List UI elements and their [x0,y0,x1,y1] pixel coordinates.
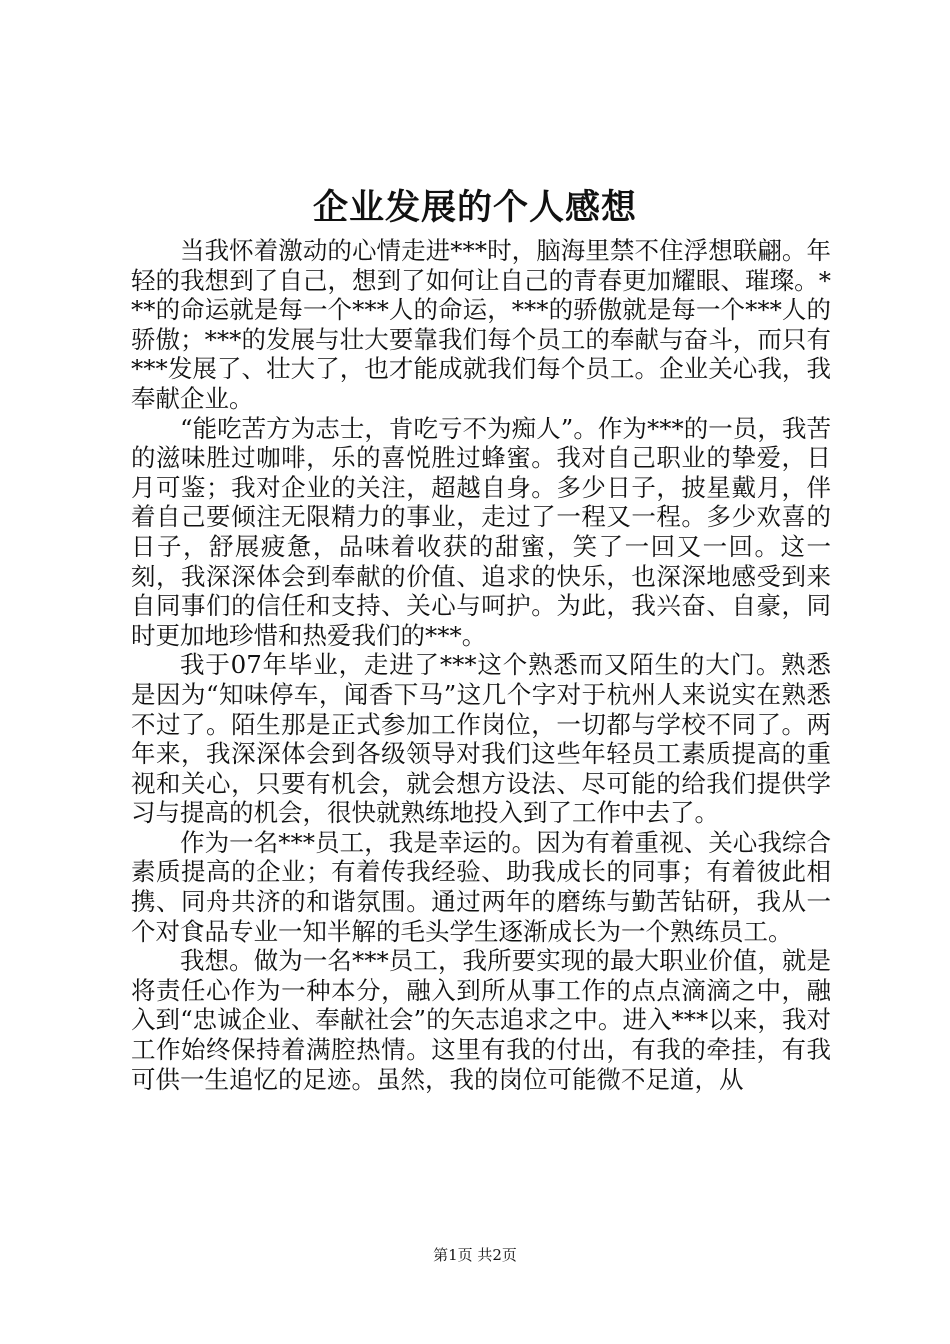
paragraph-1: 当我怀着激动的心情走进***时，脑海里禁不住浮想联翩。年轻的我想到了自己，想到了如何让自己的青春更加耀眼、璀璨。***的命运就是每一个***人的命运，***的骄傲就是每一个***人的骄傲；***的发展与壮大要靠我们每个员工的奉献与奋斗，而只有***发展了、壮大了，也才能成就我们每个员工。企业关心我，我奉献企业。 [131,236,831,413]
document-title: 企业发展的个人感想 [312,187,637,228]
paragraph-2: “能吃苦方为志士，肯吃亏不为痴人”。作为***的一员，我苦的滋味胜过咖啡，乐的喜悦胜过蜂蜜。我对自己职业的挚爱，日月可鉴；我对企业的关注，超越自身。多少日子，披星戴月，伴着自己要倾注无限精力的事业，走过了一程又一程。多少欢喜的日子，舒展疲惫，品味着收获的甜蜜，笑了一回又一回。这一刻，我深深体会到奉献的价值、追求的快乐，也深深地感受到来自同事们的信任和支持、关心与呵护。为此，我兴奋、自豪，同时更加地珍惜和热爱我们的***。 [131,413,831,650]
paragraph-5: 我想。做为一名***员工，我所要实现的最大职业价值，就是将责任心作为一种本分，融入到所从事工作的点点滴滴之中，融入到“忠诚企业、奉献社会”的矢志追求之中。进入***以来，我对工作始终保持着满腔热情。这里有我的付出，有我的牵挂，有我可供一生追忆的足迹。虽然，我的岗位可能微不足道，从 [131,946,831,1094]
document-body [131,236,831,1094]
paragraph-4: 作为一名***员工，我是幸运的。因为有着重视、关心我综合素质提高的企业；有着传我经验、助我成长的同事；有着彼此相携、同舟共济的和谐氛围。通过两年的磨练与勤苦钻研，我从一个对食品专业一知半解的毛头学生逐渐成长为一个熟练员工。 [131,827,831,946]
page-number-footer: 第1页 共2页 [433,1246,517,1264]
paragraph-3: 我于07年毕业，走进了***这个熟悉而又陌生的大门。熟悉是因为“知味停车，闻香下马”这几个字对于杭州人来说实在熟悉不过了。陌生那是正式参加工作岗位，一切都与学校不同了。两年来，我深深体会到各级领导对我们这些年轻员工素质提高的重视和关心，只要有机会，就会想方设法、尽可能的给我们提供学习与提高的机会，很快就熟练地投入到了工作中去了。 [131,650,831,828]
